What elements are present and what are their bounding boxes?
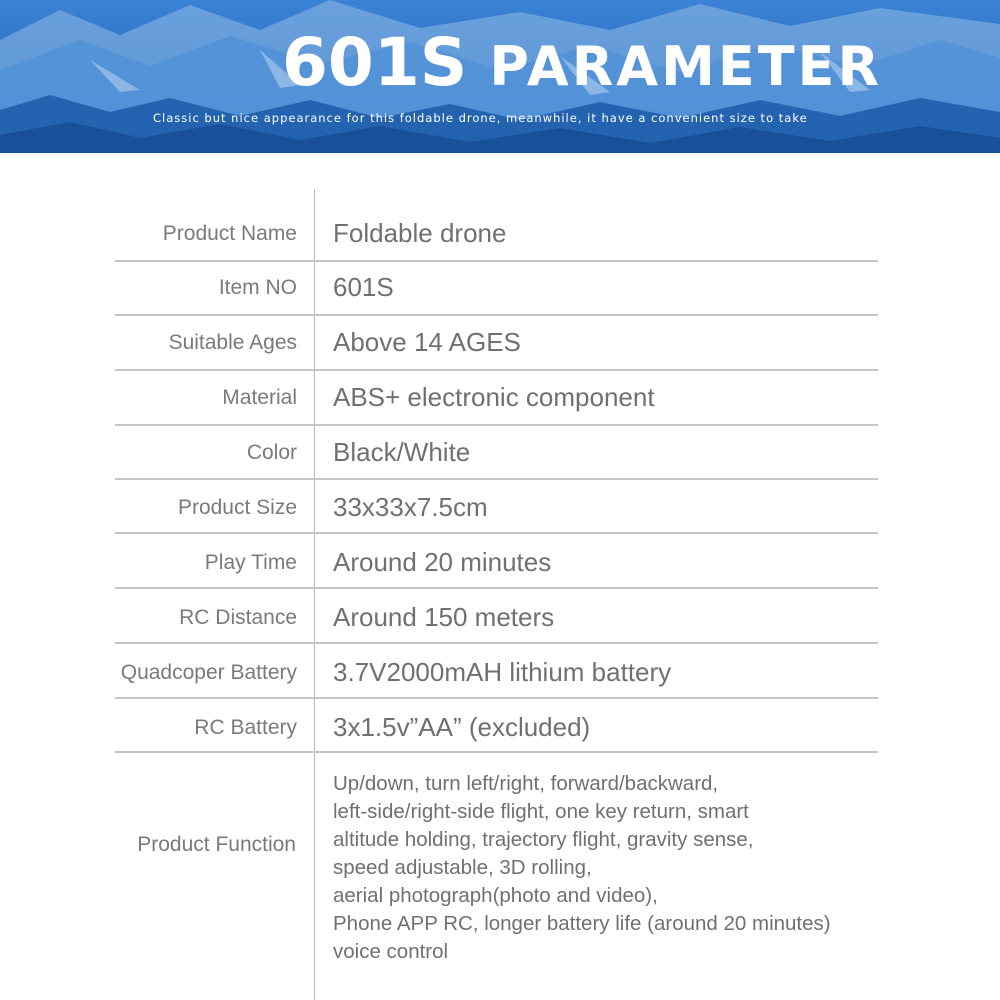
row-divider: [115, 260, 878, 262]
title-model: 601S: [282, 24, 468, 101]
table-column-divider: [314, 189, 315, 1000]
header-banner: [0, 0, 1000, 153]
row-divider: [115, 424, 878, 426]
parameter-value: Foldable drone: [333, 218, 507, 248]
page-subtitle: Classic but nice appearance for this foldable drone, meanwhile, it have a convenient size to take: [153, 111, 808, 125]
parameter-value: Around 20 minutes: [333, 547, 552, 577]
parameter-label: Material: [222, 386, 297, 409]
parameter-value: 3x1.5v”AA” (excluded): [333, 712, 591, 742]
parameter-value: Around 150 meters: [333, 602, 555, 632]
parameter-value: 601S: [333, 272, 394, 302]
parameter-label: Color: [246, 441, 297, 464]
parameter-label: Quadcoper Battery: [120, 661, 297, 684]
function-line: aerial photograph(photo and video),: [333, 884, 658, 907]
function-line: altitude holding, trajectory flight, gravity sense,: [333, 828, 754, 851]
parameter-label: RC Battery: [194, 716, 297, 739]
function-line: left-side/right-side flight, one key return, smart: [333, 800, 749, 823]
function-line: Phone APP RC, longer battery life (around 20 minutes): [333, 912, 831, 935]
parameter-label: RC Distance: [179, 606, 297, 629]
product-function-list: [333, 770, 831, 966]
row-divider: [115, 532, 878, 534]
title-word: PARAMETER: [489, 35, 883, 98]
page-title: [282, 26, 882, 103]
parameter-label: Product Size: [177, 496, 297, 519]
parameter-value: Above 14 AGES: [333, 327, 521, 357]
parameter-label: Play Time: [204, 551, 297, 574]
row-divider: [115, 314, 878, 316]
function-line: Up/down, turn left/right, forward/backward,: [333, 772, 719, 795]
row-divider: [115, 697, 878, 699]
product-function-label: Product Function: [137, 833, 296, 856]
parameter-value: 3.7V2000mAH lithium battery: [333, 657, 672, 687]
row-divider: [115, 642, 878, 644]
function-line: voice control: [333, 940, 449, 963]
parameter-label: Suitable Ages: [168, 331, 297, 354]
parameter-label: Item NO: [218, 276, 297, 299]
row-divider: [115, 587, 878, 589]
function-line: speed adjustable, 3D rolling,: [333, 856, 592, 879]
row-divider: [115, 369, 878, 371]
parameter-value: ABS+ electronic component: [333, 382, 655, 412]
parameter-label: Product Name: [162, 222, 297, 245]
row-divider: [115, 751, 878, 753]
parameter-value: Black/White: [333, 437, 471, 467]
row-divider: [115, 478, 878, 480]
parameter-value: 33x33x7.5cm: [333, 492, 488, 522]
